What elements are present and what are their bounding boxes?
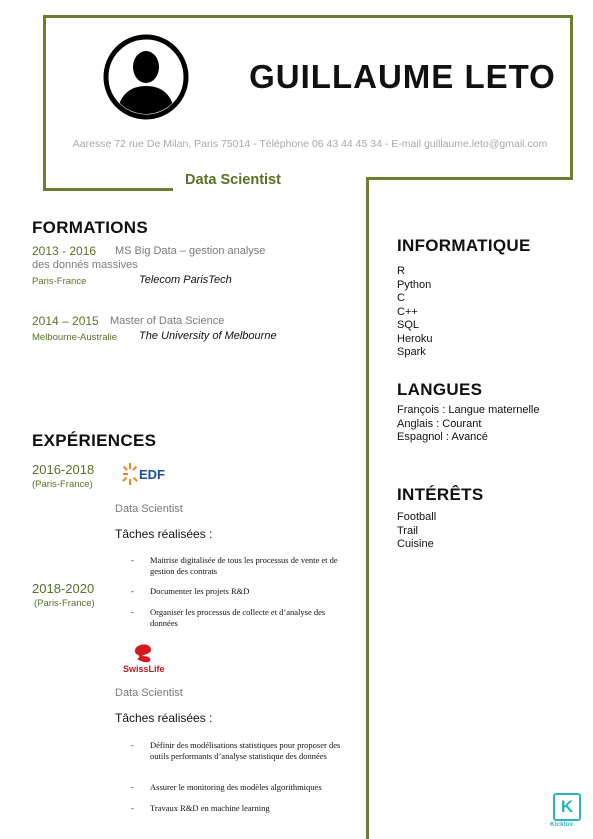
skill-item: C++ [397,305,418,318]
bullet-dash: - [131,586,134,596]
experiences-heading: EXPÉRIENCES [32,431,157,450]
skill-item: R [397,265,405,277]
experience-location: (Paris-France) [34,598,95,609]
swisslife-logo-icon [120,642,170,674]
header-frame-top [43,15,570,18]
formation-years: 2014 – 2015 [32,314,99,328]
interest-item: Trail [397,524,418,537]
header-frame-bottom-left [43,188,173,191]
interest-item: Cuisine [397,538,434,550]
bullet-dash: - [131,740,134,750]
tasks-label: Tâches réalisées : [115,711,213,725]
kicklox-brand: Kicklox [550,821,574,828]
experience-years: 2016-2018 [32,462,95,477]
interest-item: Football [397,511,437,523]
header-frame-left [43,15,46,189]
task-item: Maitrise digitalisée de tous les processus de vente et de gestion des contrats [150,555,338,576]
bullet-dash: - [131,803,134,813]
skills-list [397,265,432,360]
contact-line: Aaresse 72 rue De Milan, Paris 75014 - Téléphone 06 43 44 45 34 - E-mail guillaume.leto@gmail.com [72,138,548,150]
interets-heading: INTÉRÊTS [397,485,484,504]
tasks-label: Tâches réalisées : [115,527,213,541]
bullet-dash: - [131,607,134,617]
task-item: Assurer le monitoring des modèles algorithmiques [150,782,322,792]
formation-years: 2013 - 2016 [32,244,97,258]
task-item: Documenter les projets R&D [150,586,250,596]
header-frame-right [570,15,573,180]
bullet-dash: - [131,782,134,792]
language-item: Espagnol : Avancé [397,431,488,443]
skill-item: Python [397,278,432,291]
experience-role: Data Scientist [115,503,183,515]
task-item: Définir des modélisations statistiques pour proposer des outils performants d’analyse statistique des données [150,740,341,761]
informatique-heading: INFORMATIQUE [397,236,531,255]
formation-school: Telecom ParisTech [139,274,232,286]
formation-degree: MS Big Data – gestion analyse [115,245,266,257]
formations-heading: FORMATIONS [32,218,149,237]
formation-location: Melbourne-Australie [32,332,118,343]
experience-location: (Paris-France) [32,479,93,490]
formation-degree: Master of Data Science [110,315,225,327]
language-item: Anglais : Courant [397,417,482,430]
experience-years: 2018-2020 [32,581,95,596]
bullet-dash: - [131,555,134,565]
header-frame-bottom-right [366,177,573,180]
candidate-name: GUILLAUME LETO [249,58,556,95]
column-divider [366,177,369,839]
language-item: François : Langue maternelle [397,404,540,416]
task-item: Organiser les processus de collecte et d’analyse des données [150,607,326,628]
skill-item: SQL [397,319,420,331]
task-item: Travaux R&D en machine learning [150,803,270,813]
experience-role: Data Scientist [115,687,183,699]
skill-item: C [397,292,405,304]
avatar-icon [103,34,189,120]
kicklox-logo-icon: K [553,793,581,821]
languages-list [397,404,539,445]
formation-school: The University of Melbourne [139,330,277,342]
swisslife-logo-text: SwissLife [123,664,165,674]
edf-logo-icon [122,462,172,486]
job-title: Data Scientist [185,172,281,188]
interests-list [397,511,436,552]
formation-location: Paris-France [32,276,87,287]
edf-logo-text: EDF [139,467,165,482]
skill-item: Spark [397,346,426,358]
formation-degree-continued: des donnés massives [32,259,138,271]
skill-item: Heroku [397,332,433,345]
langues-heading: LANGUES [397,380,483,399]
